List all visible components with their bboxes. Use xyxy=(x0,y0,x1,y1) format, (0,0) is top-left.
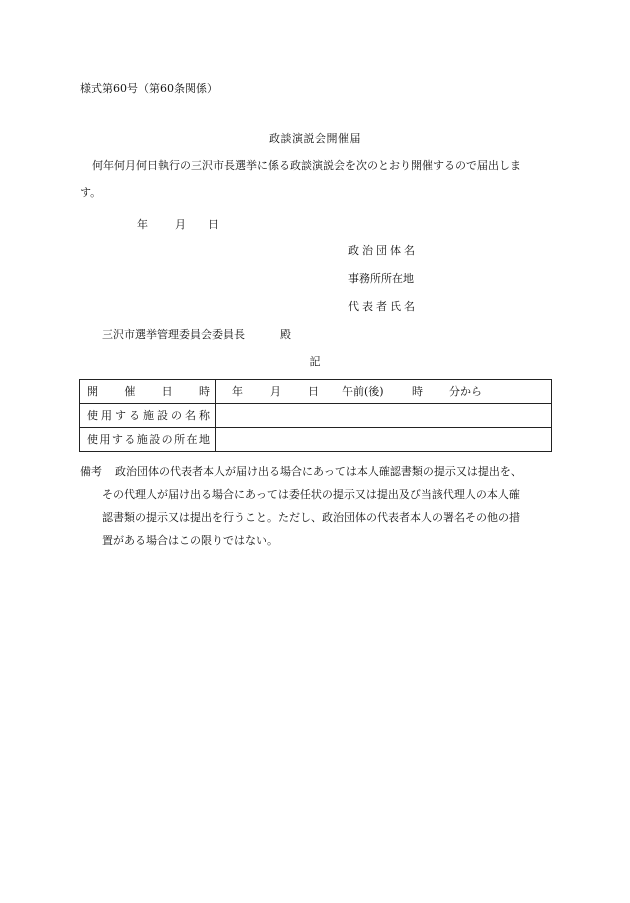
office-address-label: 事務所所在地 xyxy=(348,272,414,285)
remarks-line-2: その代理人が届け出る場合にあっては委任状の提示又は提出及び当該代理人の本人確 xyxy=(102,488,520,501)
table-row xyxy=(80,380,552,404)
table-row xyxy=(80,428,552,452)
date-day-label: 日 xyxy=(208,218,219,231)
org-name-label: 政治団体名 xyxy=(348,244,418,257)
remarks-line-3: 認書類の提示又は提出を行うこと。ただし、政治団体の代表者本人の署名その他の措 xyxy=(102,511,520,524)
ki-mark: 記 xyxy=(309,355,321,368)
table-label-cell xyxy=(80,404,216,428)
datetime-day: 日 xyxy=(308,385,319,398)
remarks-line-4: 置がある場合はこの限りではない。 xyxy=(102,534,278,547)
addressee-honorific: 殿 xyxy=(280,328,291,341)
datetime-hour: 時 xyxy=(412,385,423,398)
form-number: 様式第60号（第60条関係） xyxy=(80,82,218,95)
remarks-label: 備考 xyxy=(80,465,102,478)
datetime-minute: 分から xyxy=(449,385,482,398)
table-row xyxy=(80,404,552,428)
facility-address-label: 使用する施設の所在地 xyxy=(87,433,210,446)
representative-name-label: 代表者氏名 xyxy=(348,300,418,313)
table-label-cell xyxy=(80,380,216,404)
datetime-year: 年 xyxy=(232,385,243,398)
datetime-month: 月 xyxy=(270,385,281,398)
facility-address-value-cell xyxy=(216,428,552,452)
remarks-line-1: 政治団体の代表者本人が届け出る場合にあっては本人確認書類の提示又は提出を、 xyxy=(115,465,522,478)
datetime-ampm: 午前(後) xyxy=(342,385,384,398)
date-month-label: 月 xyxy=(175,218,186,231)
addressee: 三沢市選挙管理委員会委員長 xyxy=(102,328,245,341)
table-label-cell xyxy=(80,428,216,452)
body-text-line-1: 何年何月何日執行の三沢市長選挙に係る政談演説会を次のとおり開催するので届出しま xyxy=(92,159,521,172)
detail-table xyxy=(79,379,552,452)
datetime-label: 開催日時 xyxy=(87,385,210,398)
date-year-label: 年 xyxy=(137,218,148,231)
page-title: 政談演説会開催届 xyxy=(269,132,361,145)
facility-name-label: 使用する施設の名称 xyxy=(87,409,210,422)
body-text-line-2: す。 xyxy=(80,186,102,199)
datetime-value-cell xyxy=(216,380,552,404)
facility-name-value-cell xyxy=(216,404,552,428)
